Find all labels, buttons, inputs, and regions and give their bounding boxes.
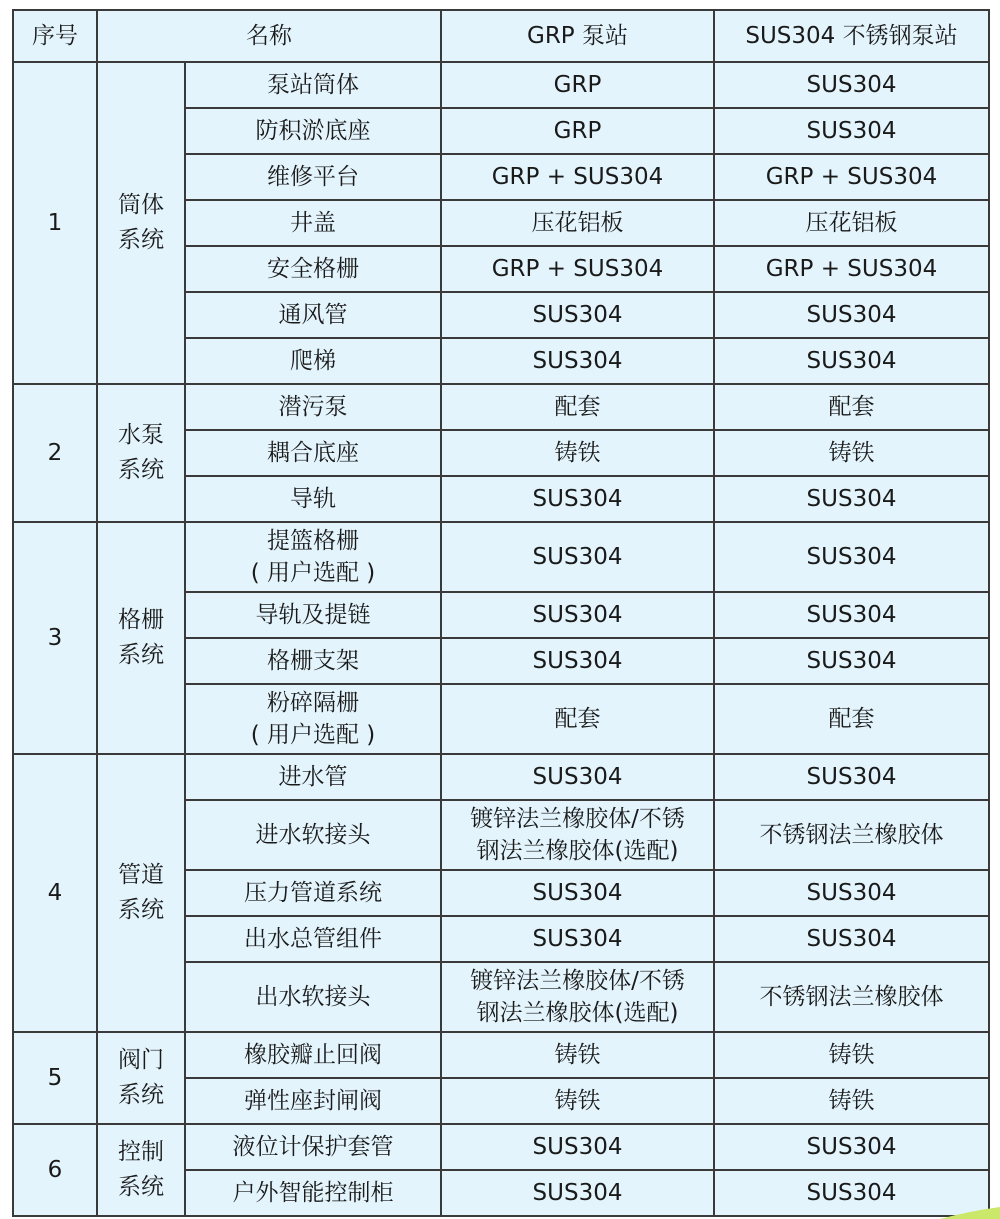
grp-line: SUS304 [532,348,623,374]
item-name-cell [185,292,441,338]
sus-line: SUS304 [806,880,897,906]
category-line: 系统 [118,642,164,668]
category-line: 系统 [118,1082,164,1108]
grp-line: 钢法兰橡胶体(选配) [476,838,679,864]
item-name-cell [185,684,441,754]
item-line: 液位计保护套管 [232,1134,394,1160]
table-row [13,62,989,108]
sus-value-cell [714,430,989,476]
item-line: 安全格栅 [267,256,359,282]
group-category [97,754,185,1032]
item-line: 泵站筒体 [267,72,359,98]
sus-line: SUS304 [806,486,897,512]
sus-value-cell [714,684,989,754]
category-line: 控制 [118,1139,164,1165]
sus-value-cell [714,522,989,592]
sus-line: SUS304 [806,764,897,790]
sus-value-cell [714,870,989,916]
item-name-cell [185,916,441,962]
category-line: 管道 [118,862,164,888]
grp-line: 钢法兰橡胶体(选配) [476,1000,679,1026]
item-line: ( 用户选配 ) [250,722,376,748]
category-line: 筒体 [118,192,164,218]
sus-value-cell [714,292,989,338]
grp-line: 铸铁 [554,440,601,466]
grp-value-cell [441,754,714,800]
grp-line: 镀锌法兰橡胶体/不锈 [470,968,685,994]
group-index: 2 [13,384,97,522]
item-name-cell [185,200,441,246]
item-line: 通风管 [278,302,348,328]
sus-line: SUS304 [806,72,897,98]
grp-line: GRP [553,72,602,98]
item-name-cell [185,338,441,384]
grp-line: SUS304 [532,764,623,790]
sus-line: 铸铁 [828,1088,875,1114]
grp-line: 镀锌法兰橡胶体/不锈 [470,806,685,832]
sus-line: 铸铁 [828,1042,875,1068]
grp-value-cell [441,592,714,638]
header-sus: SUS304 不锈钢泵站 [714,10,989,62]
grp-value-cell [441,800,714,870]
sus-value-cell [714,62,989,108]
item-line: 维修平台 [267,164,359,190]
item-name-cell [185,592,441,638]
sus-value-cell [714,384,989,430]
group-index: 4 [13,754,97,1032]
grp-value-cell [441,870,714,916]
category-line: 系统 [118,1174,164,1200]
grp-line: 配套 [554,706,601,732]
item-name-cell [185,476,441,522]
table-row [13,522,989,592]
item-line: 导轨及提链 [255,602,371,628]
grp-value-cell [441,1124,714,1170]
group-category [97,522,185,754]
item-name-cell [185,1078,441,1124]
item-name-cell [185,154,441,200]
item-name-cell [185,754,441,800]
sus-value-cell [714,108,989,154]
item-name-cell [185,962,441,1032]
item-line: 出水总管组件 [244,926,382,952]
grp-value-cell [441,962,714,1032]
item-line: 压力管道系统 [244,880,382,906]
item-line: 粉碎隔栅 [267,690,359,716]
sus-value-cell [714,200,989,246]
grp-line: SUS304 [532,486,623,512]
table-row [13,754,989,800]
grp-line: GRP [553,118,602,144]
item-name-cell [185,1032,441,1078]
item-name-cell [185,1124,441,1170]
item-name-cell [185,870,441,916]
sus-line: 不锈钢法兰橡胶体 [759,822,944,848]
item-line: 井盖 [290,210,336,236]
group-category [97,1032,185,1124]
grp-value-cell [441,1078,714,1124]
category-line: 格栅 [118,607,164,633]
group-index: 6 [13,1124,97,1216]
sus-line: SUS304 [806,648,897,674]
group-category [97,1124,185,1216]
item-name-cell [185,108,441,154]
sus-line: 配套 [828,706,875,732]
grp-value-cell [441,108,714,154]
item-line: 橡胶瓣止回阀 [244,1042,382,1068]
sus-value-cell [714,800,989,870]
item-name-cell [185,62,441,108]
group-category [97,62,185,384]
grp-line: SUS304 [532,302,623,328]
sus-line: GRP + SUS304 [765,164,938,190]
grp-line: GRP + SUS304 [491,164,664,190]
sus-value-cell [714,338,989,384]
item-line: 潜污泵 [278,394,348,420]
grp-value-cell [441,200,714,246]
category-line: 系统 [118,457,164,483]
green-corner-accent [940,1207,1000,1219]
sus-value-cell [714,154,989,200]
grp-value-cell [441,684,714,754]
grp-value-cell [441,476,714,522]
grp-line: SUS304 [532,880,623,906]
sus-line: SUS304 [806,602,897,628]
sus-line: SUS304 [806,544,897,570]
sus-line: SUS304 [806,1134,897,1160]
item-name-cell [185,638,441,684]
sus-value-cell [714,962,989,1032]
table-row [13,384,989,430]
item-name-cell [185,800,441,870]
table-row [13,1032,989,1078]
grp-value-cell [441,338,714,384]
grp-value-cell [441,1032,714,1078]
grp-line: SUS304 [532,1134,623,1160]
grp-line: 铸铁 [554,1088,601,1114]
sus-value-cell [714,476,989,522]
item-line: 进水管 [278,764,348,790]
sus-line: SUS304 [806,302,897,328]
group-index: 5 [13,1032,97,1124]
grp-value-cell [441,154,714,200]
sus-value-cell [714,754,989,800]
header-index: 序号 [13,10,97,62]
grp-value-cell [441,430,714,476]
grp-line: SUS304 [532,602,623,628]
grp-value-cell [441,1170,714,1216]
sus-value-cell [714,1032,989,1078]
sus-line: 不锈钢法兰橡胶体 [759,984,944,1010]
sus-line: SUS304 [806,926,897,952]
sus-line: SUS304 [806,348,897,374]
grp-value-cell [441,62,714,108]
sus-line: SUS304 [806,118,897,144]
header-name: 名称 [97,10,441,62]
item-line: 出水软接头 [255,984,371,1010]
grp-value-cell [441,916,714,962]
sus-value-cell [714,1078,989,1124]
grp-value-cell [441,638,714,684]
grp-value-cell [441,246,714,292]
grp-line: 压花铝板 [531,210,624,236]
item-line: 导轨 [290,486,336,512]
table-row [13,1124,989,1170]
sus-line: GRP + SUS304 [765,256,938,282]
group-index: 1 [13,62,97,384]
sus-value-cell [714,246,989,292]
sus-line: SUS304 [806,1180,897,1206]
grp-line: 配套 [554,394,601,420]
item-line: 弹性座封闸阀 [244,1088,382,1114]
item-line: 防积淤底座 [255,118,371,144]
sus-line: 配套 [828,394,875,420]
grp-line: SUS304 [532,1180,623,1206]
grp-value-cell [441,292,714,338]
category-line: 系统 [118,897,164,923]
item-line: 进水软接头 [255,822,371,848]
header-row [13,10,989,62]
item-line: 提篮格栅 [267,528,359,554]
item-line: 爬梯 [290,348,336,374]
grp-value-cell [441,384,714,430]
grp-line: SUS304 [532,648,623,674]
sus-line: 铸铁 [828,440,875,466]
sus-value-cell [714,1124,989,1170]
table-body [13,10,989,1216]
spec-table [12,9,990,1217]
item-line: 户外智能控制柜 [232,1180,394,1206]
category-line: 水泵 [118,422,164,448]
group-index: 3 [13,522,97,754]
grp-value-cell [441,522,714,592]
item-name-cell [185,384,441,430]
item-name-cell [185,1170,441,1216]
sus-value-cell [714,638,989,684]
item-line: 耦合底座 [267,440,359,466]
sus-value-cell [714,916,989,962]
item-name-cell [185,522,441,592]
item-name-cell [185,430,441,476]
grp-line: SUS304 [532,544,623,570]
group-category [97,384,185,522]
grp-line: GRP + SUS304 [491,256,664,282]
item-line: ( 用户选配 ) [250,560,376,586]
item-line: 格栅支架 [267,648,359,674]
grp-line: 铸铁 [554,1042,601,1068]
category-line: 系统 [118,227,164,253]
grp-line: SUS304 [532,926,623,952]
sus-line: 压花铝板 [805,210,898,236]
sus-value-cell [714,592,989,638]
header-grp: GRP 泵站 [441,10,714,62]
item-name-cell [185,246,441,292]
category-line: 阀门 [118,1047,164,1073]
